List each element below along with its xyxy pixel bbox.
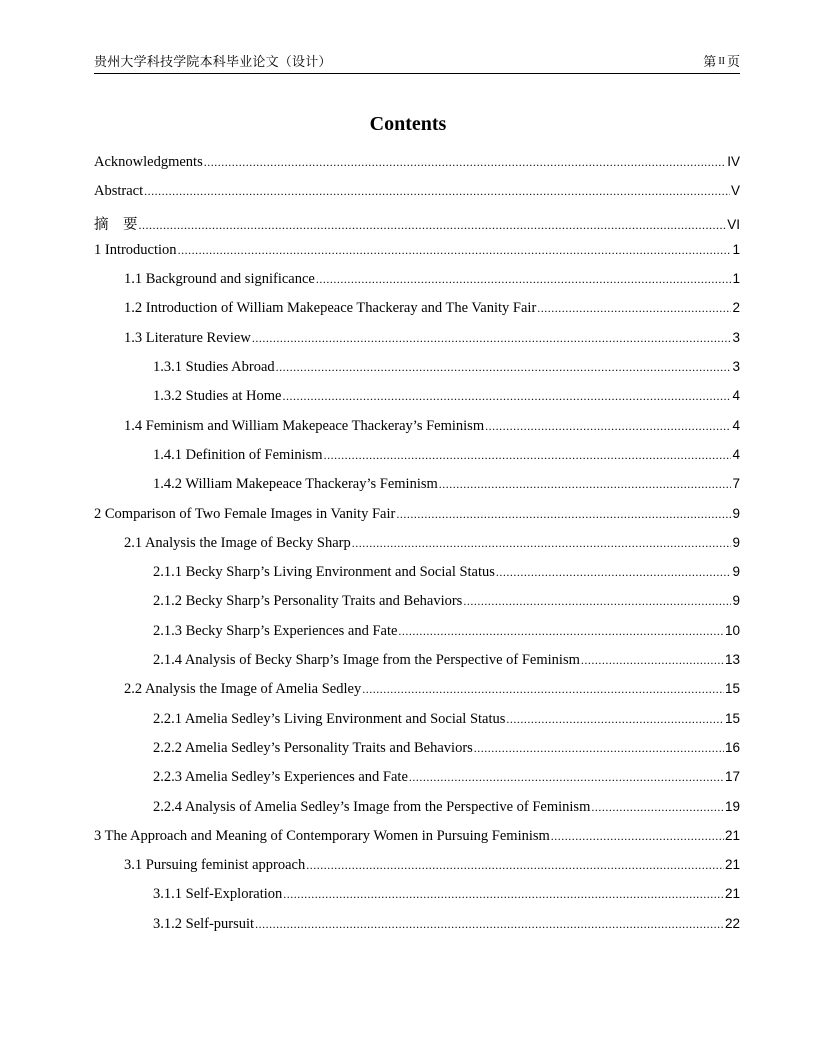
dot-leader xyxy=(362,682,724,697)
toc-entry-page: 1 xyxy=(732,271,740,287)
dot-leader xyxy=(282,389,731,404)
toc-entry-label: 2.1.3 Becky Sharp’s Experiences and Fate xyxy=(153,622,398,639)
toc-entry-page: VI xyxy=(727,216,740,232)
toc-entry-page: 21 xyxy=(724,886,740,902)
toc-entry-page: 3 xyxy=(732,329,740,345)
toc-entry[interactable] xyxy=(94,271,740,300)
page-header xyxy=(94,50,740,74)
toc-entry-label: 3.1 Pursuing feminist approach xyxy=(124,857,306,874)
toc-entry-label: 2.2.4 Analysis of Amelia Sedley’s Image from the Perspective of Feminism xyxy=(153,798,591,815)
toc-entry-label: 3 The Approach and Meaning of Contemporary Women in Pursuing Feminism xyxy=(94,827,550,844)
dot-leader xyxy=(463,594,731,609)
dot-leader xyxy=(485,419,731,434)
toc-entry-page: IV xyxy=(727,154,740,169)
toc-entry[interactable] xyxy=(94,418,740,447)
dot-leader xyxy=(409,770,724,785)
toc-entry-page: 21 xyxy=(724,857,740,873)
toc-entry-page: 13 xyxy=(724,652,740,668)
toc-entry[interactable] xyxy=(94,593,740,622)
toc-entry-label: 1.2 Introduction of William Makepeace Thackeray and The Vanity Fair xyxy=(124,300,537,317)
toc-entry-label: 2.1.4 Analysis of Becky Sharp’s Image from the Perspective of Feminism xyxy=(153,652,580,669)
toc-entry-label: Abstract xyxy=(94,183,144,200)
dot-leader xyxy=(178,243,732,258)
toc-entry[interactable] xyxy=(94,359,740,388)
dot-leader xyxy=(144,184,730,199)
toc-entry[interactable] xyxy=(94,886,740,915)
toc-entry[interactable] xyxy=(94,300,740,329)
toc-entry[interactable] xyxy=(94,740,740,769)
toc-entry[interactable] xyxy=(94,916,740,945)
toc-entry-label: 1.4.1 Definition of Feminism xyxy=(153,446,323,463)
toc-entry-page: 1 xyxy=(732,241,740,257)
toc-entry-page: V xyxy=(730,183,740,199)
header-title: 贵州大学科技学院本科毕业论文（设计） xyxy=(94,55,332,70)
toc-entry-label: 1.3.2 Studies at Home xyxy=(153,388,282,405)
dot-leader xyxy=(276,360,732,375)
toc-entry[interactable] xyxy=(94,623,740,652)
toc-entry-page: 17 xyxy=(724,769,740,785)
dot-leader xyxy=(252,331,732,346)
toc-entry[interactable] xyxy=(94,330,740,359)
dot-leader xyxy=(474,741,724,756)
dot-leader xyxy=(551,829,724,844)
toc-entry[interactable] xyxy=(94,213,740,242)
toc-entry-label: Acknowledgments xyxy=(94,154,203,170)
header-page-numeral: II xyxy=(718,56,725,67)
dot-leader xyxy=(591,800,724,815)
toc-entry-page: 21 xyxy=(724,827,740,843)
dot-leader xyxy=(396,507,731,522)
toc-entry[interactable] xyxy=(94,564,740,593)
toc-entry[interactable] xyxy=(94,242,740,271)
table-of-contents xyxy=(94,154,740,945)
toc-entry-label: 2.1.1 Becky Sharp’s Living Environment and Social Status xyxy=(153,564,495,581)
toc-entry[interactable] xyxy=(94,681,740,710)
toc-entry-page: 4 xyxy=(732,446,740,462)
toc-entry-label: 3.1.1 Self-Exploration xyxy=(153,886,283,903)
toc-entry-label: 2 Comparison of Two Female Images in Vanity Fair xyxy=(94,505,396,522)
toc-entry-page: 9 xyxy=(732,593,740,609)
dot-leader xyxy=(537,301,731,316)
header-page-suffix: 页 xyxy=(726,55,740,70)
toc-entry-label: 1.4.2 William Makepeace Thackeray’s Feminism xyxy=(153,476,438,493)
toc-entry-page: 9 xyxy=(732,505,740,521)
dot-leader xyxy=(139,218,727,233)
toc-entry-page: 3 xyxy=(732,359,740,375)
toc-entry-label: 1.4 Feminism and William Makepeace Thackeray’s Feminism xyxy=(124,417,485,434)
toc-entry-label: 摘 要 xyxy=(94,216,138,233)
toc-entry[interactable] xyxy=(94,769,740,798)
dot-leader xyxy=(496,565,732,580)
toc-entry[interactable] xyxy=(94,799,740,828)
page-title: Contents xyxy=(369,113,447,135)
toc-entry[interactable] xyxy=(94,476,740,505)
toc-entry-label: 2.2.3 Amelia Sedley’s Experiences and Fate xyxy=(153,769,408,786)
toc-entry-label: 2.2 Analysis the Image of Amelia Sedley xyxy=(124,681,362,698)
dot-leader xyxy=(398,624,724,639)
dot-leader xyxy=(581,653,724,668)
toc-entry-label: 2.2.2 Amelia Sedley’s Personality Traits and Behaviors xyxy=(153,739,473,756)
toc-entry[interactable] xyxy=(94,711,740,740)
dot-leader xyxy=(306,858,724,873)
toc-entry-page: 22 xyxy=(724,915,740,931)
dot-leader xyxy=(324,448,732,463)
dot-leader xyxy=(439,477,732,492)
toc-entry-page: 2 xyxy=(732,300,740,316)
toc-entry-label: 2.1 Analysis the Image of Becky Sharp xyxy=(124,534,351,551)
toc-entry-label: 1 Introduction xyxy=(94,241,177,258)
toc-entry-page: 7 xyxy=(732,476,740,492)
dot-leader xyxy=(316,272,732,287)
toc-entry[interactable] xyxy=(94,388,740,417)
dot-leader xyxy=(204,155,727,170)
header-page-prefix: 第 xyxy=(703,55,717,70)
toc-entry-label: 1.3 Literature Review xyxy=(124,329,251,346)
toc-entry-page: 10 xyxy=(724,622,740,638)
toc-entry-label: 3.1.2 Self-pursuit xyxy=(153,915,255,932)
toc-entry-label: 1.3.1 Studies Abroad xyxy=(153,359,275,376)
toc-entry[interactable] xyxy=(94,154,740,183)
toc-entry[interactable] xyxy=(94,183,740,212)
toc-entry-page: 16 xyxy=(724,739,740,755)
toc-entry-page: 15 xyxy=(724,710,740,726)
dot-leader xyxy=(255,917,724,932)
toc-entry-label: 2.1.2 Becky Sharp’s Personality Traits and Behaviors xyxy=(153,593,463,610)
toc-entry-page: 15 xyxy=(724,681,740,697)
toc-entry[interactable] xyxy=(94,857,740,886)
toc-entry-page: 9 xyxy=(732,534,740,550)
toc-entry[interactable] xyxy=(94,535,740,564)
toc-entry-page: 19 xyxy=(724,798,740,814)
toc-entry-page: 9 xyxy=(732,564,740,580)
toc-entry-page: 4 xyxy=(732,417,740,433)
header-page-number xyxy=(703,51,740,70)
toc-entry[interactable] xyxy=(94,828,740,857)
toc-entry-label: 1.1 Background and significance xyxy=(124,271,315,288)
toc-entry[interactable] xyxy=(94,506,740,535)
toc-entry[interactable] xyxy=(94,652,740,681)
toc-entry[interactable] xyxy=(94,447,740,476)
toc-entry-page: 4 xyxy=(732,388,740,404)
dot-leader xyxy=(283,887,724,902)
dot-leader xyxy=(352,536,732,551)
dot-leader xyxy=(506,712,724,727)
toc-entry-label: 2.2.1 Amelia Sedley’s Living Environment and Social Status xyxy=(153,710,506,727)
